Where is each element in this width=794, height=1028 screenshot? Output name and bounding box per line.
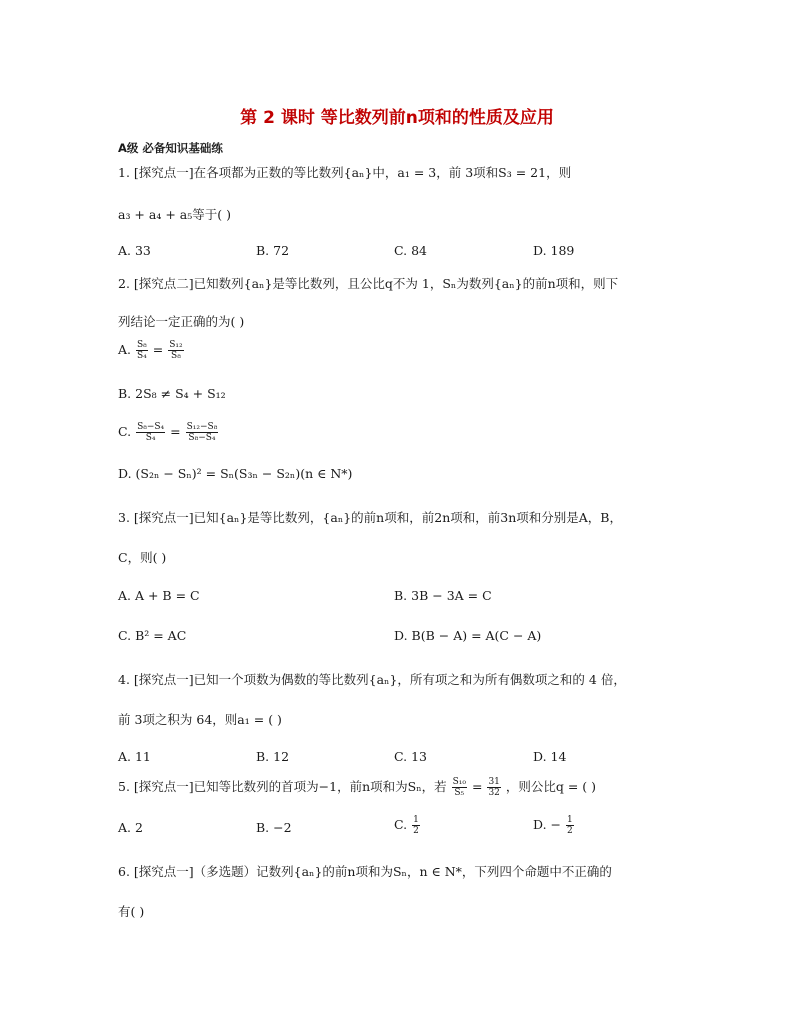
fraction-num: S₁₀ bbox=[452, 777, 466, 787]
fraction-den: 2 bbox=[566, 826, 573, 836]
q5-option-c-label: C. bbox=[394, 817, 408, 832]
q2-option-b: B. 2S₈ ≠ S₄ + S₁₂ bbox=[118, 386, 226, 401]
q2-line-2: 列结论一定正确的为( ) bbox=[118, 314, 245, 329]
q3-option-c: C. B² = AC bbox=[118, 628, 187, 643]
fraction-num: 1 bbox=[413, 815, 419, 825]
q3-line-2: C，则( ) bbox=[118, 550, 167, 565]
q4-option-a: A. 11 bbox=[118, 749, 151, 764]
q3-option-d: D. B(B − A) = A(C − A) bbox=[394, 628, 542, 643]
fraction bbox=[412, 815, 420, 836]
q2-option-d: D. (S₂ₙ − Sₙ)² = Sₙ(S₃ₙ − S₂ₙ)(n ∈ N*) bbox=[118, 466, 353, 481]
q1-option-c: C. 84 bbox=[394, 243, 427, 258]
q2-line-1: 2. [探究点二]已知数列{aₙ}是等比数列，且公比q不为 1，Sₙ为数列{aₙ}的前n项和，则下 bbox=[118, 276, 619, 291]
section-label: A级 必备知识基础练 bbox=[118, 141, 223, 155]
fraction bbox=[136, 422, 165, 443]
q4-line-1: 4. [探究点一]已知一个项数为偶数的等比数列{aₙ}，所有项之和为所有偶数项之和的 4 倍， bbox=[118, 672, 626, 687]
q5-line-1: 5. [探究点一]已知等比数列的首项为−1，前n项和为Sₙ，若 $\frac{\text{S₁₀}}{\text{S₅}}$ = $\frac{31}{32}$ ，则公比q = ( ) bbox=[118, 777, 597, 798]
q2-option-a: A. $\frac{\text{S₈}}{\text{S₄}}$ = $\frac{\text{S₁₂}}{\text{S₈}}$ bbox=[118, 340, 183, 361]
fraction-num: S₁₂−S₈ bbox=[186, 422, 218, 432]
fraction bbox=[452, 777, 467, 798]
fraction-num: S₁₂ bbox=[169, 340, 183, 350]
fraction bbox=[136, 340, 148, 361]
q2-option-a-label: A. bbox=[118, 342, 132, 357]
fraction bbox=[487, 777, 500, 798]
fraction-num: S₈ bbox=[137, 340, 147, 350]
q5-option-d-label: D. − bbox=[533, 817, 561, 832]
q1-option-b: B. 72 bbox=[256, 243, 290, 258]
fraction-den: S₄ bbox=[137, 351, 147, 361]
q5-option-c bbox=[394, 815, 421, 836]
q3-option-b: B. 3B − 3A = C bbox=[394, 588, 492, 603]
fraction bbox=[566, 815, 574, 836]
q1-line-2: a₃ + a₄ + a₅等于( ) bbox=[118, 207, 231, 222]
fraction-den: 32 bbox=[488, 788, 500, 798]
q1-option-d: D. 189 bbox=[533, 243, 575, 258]
q6-line-1: 6. [探究点一]（多选题）记数列{aₙ}的前n项和为Sₙ，n ∈ N*，下列四个命题中不正确的 bbox=[118, 864, 612, 879]
q4-option-c: C. 13 bbox=[394, 749, 427, 764]
q5-option-b: B. −2 bbox=[256, 820, 292, 835]
fraction-den: S₄ bbox=[145, 433, 156, 443]
q4-line-2: 前 3项之积为 64，则a₁ = ( ) bbox=[118, 712, 282, 727]
q5-option-a: A. 2 bbox=[118, 820, 143, 835]
fraction bbox=[168, 340, 183, 361]
q2-option-c: C. $\frac{\text{S₈−S₄}}{\text{S₄}}$ = $\frac{\text{S₁₂−S₈}}{\text{S₈−S₄}}$ bbox=[118, 422, 218, 443]
q6-line-2: 有( ) bbox=[118, 904, 145, 919]
q1-option-a: A. 33 bbox=[118, 243, 151, 258]
fraction-den: S₈−S₄ bbox=[188, 433, 216, 443]
fraction-num: S₈−S₄ bbox=[137, 422, 165, 432]
page-title: 第 2 课时 等比数列前n项和的性质及应用 bbox=[240, 108, 554, 128]
q5-text-start: 5. [探究点一]已知等比数列的首项为−1，前n项和为Sₙ，若 bbox=[118, 779, 447, 794]
fraction-num: 31 bbox=[488, 777, 500, 787]
fraction-den: S₅ bbox=[454, 788, 465, 798]
q4-option-d: D. 14 bbox=[533, 749, 567, 764]
q3-option-a: A. A + B = C bbox=[118, 588, 200, 603]
fraction-den: S₈ bbox=[171, 351, 181, 361]
fraction-den: 2 bbox=[413, 826, 419, 836]
q2-option-c-label: C. bbox=[118, 424, 132, 439]
q5-text-end: ，则公比q = ( ) bbox=[505, 779, 597, 794]
fraction bbox=[186, 422, 219, 443]
q4-option-b: B. 12 bbox=[256, 749, 290, 764]
q5-option-d bbox=[533, 815, 575, 836]
fraction-num: 1 bbox=[566, 815, 573, 825]
q1-line-1: 1. [探究点一]在各项都为正数的等比数列{aₙ}中，a₁ = 3，前 3项和S₃ = 21，则 bbox=[118, 165, 572, 180]
q3-line-1: 3. [探究点一]已知{aₙ}是等比数列，{aₙ}的前n项和，前2n项和，前3n项和分别是A，B， bbox=[118, 510, 622, 525]
